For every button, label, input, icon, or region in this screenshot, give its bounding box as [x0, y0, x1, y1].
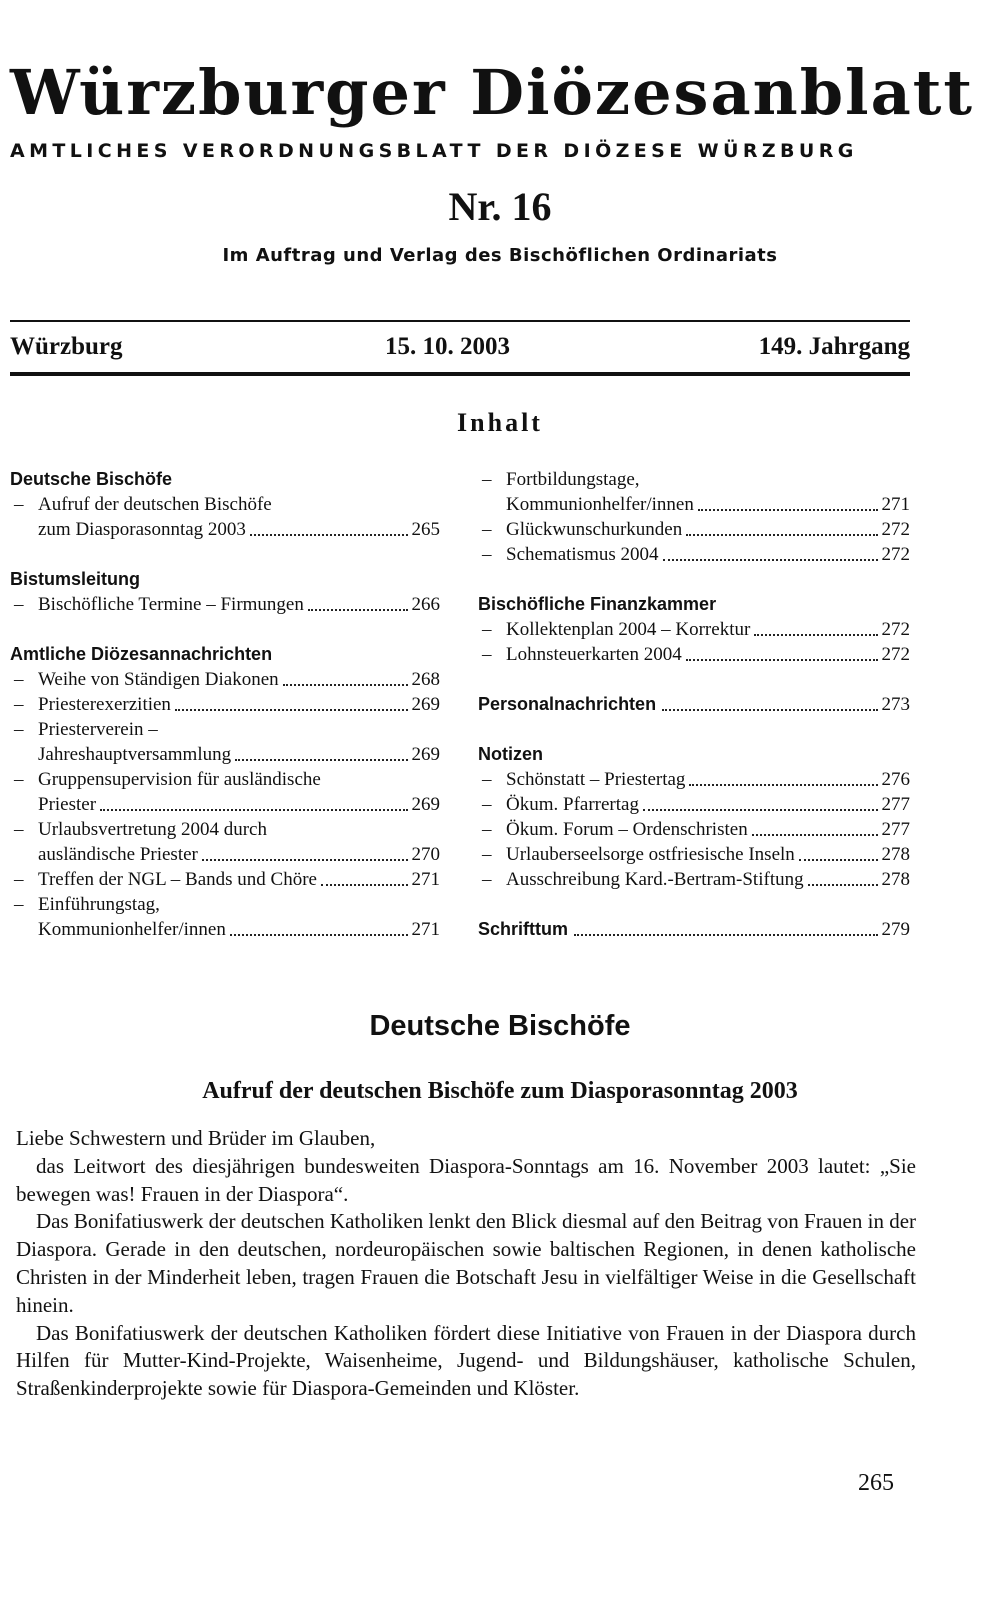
toc-column-left: [10, 467, 440, 942]
toc-entry-page: 269: [411, 694, 440, 715]
toc-entry-page: 277: [881, 794, 910, 815]
toc-entry-label: – Treffen der NGL – Bands und Chöre: [38, 869, 317, 890]
toc-entry-label: – Schönstatt – Priestertag: [506, 769, 686, 790]
toc-entry-label: – Urlauberseelsorge ostfriesische Inseln: [506, 844, 795, 865]
toc-entry-label: – Priesterverein –: [38, 719, 158, 740]
toc-entry-page: 268: [411, 669, 440, 690]
dot-leader: [698, 509, 878, 511]
toc-entry-label: – Aufruf der deutschen Bischöfe: [38, 494, 272, 515]
toc-entry-label: – Priesterexerzitien: [38, 694, 171, 715]
toc-entry-label: Kommunionhelfer/innen: [506, 494, 694, 515]
toc-section-title: Schrifttum: [478, 919, 568, 939]
toc-entry-page: 270: [411, 844, 440, 865]
dot-leader: [283, 684, 408, 686]
toc-entry-page: 278: [881, 844, 910, 865]
toc-entry-page: 278: [881, 869, 910, 890]
toc-entry-label: zum Diasporasonntag 2003: [38, 519, 246, 540]
toc-entry: [478, 767, 910, 792]
toc-section-entry: [478, 917, 910, 942]
toc-entry-label: – Kollektenplan 2004 – Korrektur: [506, 619, 751, 640]
toc-entry: [10, 592, 440, 617]
dot-leader: [643, 809, 878, 811]
toc-section-title: Amtliche Diözesannachrichten: [10, 644, 273, 664]
salutation: Liebe Schwestern und Brüder im Glauben,: [16, 1126, 376, 1150]
dot-leader: [308, 609, 408, 611]
toc-entry: [10, 892, 440, 917]
toc-section-title: Deutsche Bischöfe: [10, 469, 173, 489]
dot-leader: [808, 884, 878, 886]
article-body: [16, 1125, 916, 1403]
toc-entry: [10, 717, 440, 742]
toc-entry: [478, 467, 910, 492]
toc-entry-continued: [10, 917, 440, 942]
toc-entry: [478, 817, 910, 842]
toc-entry-label: Kommunionhelfer/innen: [38, 919, 226, 940]
toc-entry-page: 269: [411, 744, 440, 765]
dot-leader: [175, 709, 408, 711]
dot-leader: [202, 859, 408, 861]
toc-entry-label: – Gruppensupervision für ausländische: [38, 769, 321, 790]
publisher-line: Im Auftrag und Verlag des Bischöflichen Ordinariats: [222, 245, 778, 266]
toc-entry-label: – Weihe von Ständigen Diakonen: [38, 669, 279, 690]
dot-leader: [754, 634, 877, 636]
toc-entry: [10, 667, 440, 692]
toc-column-right: [478, 467, 910, 942]
toc-entry-page: 272: [881, 544, 910, 565]
toc-entry-continued: [10, 792, 440, 817]
toc-heading: Inhalt: [457, 408, 543, 437]
dot-leader: [250, 534, 408, 536]
dateline-volume: 149. Jahrgang: [758, 333, 910, 360]
toc-entry-label: – Ausschreibung Kard.-Bertram-Stiftung: [506, 869, 804, 890]
toc-entry: [10, 867, 440, 892]
toc-entry-page: 265: [411, 519, 440, 540]
article-title: Aufruf der deutschen Bischöfe zum Diasporasonntag 2003: [202, 1078, 798, 1104]
dot-leader: [752, 834, 878, 836]
paragraph: Das Bonifatiuswerk der deutschen Katholiken lenkt den Blick diesmal auf den Beitrag von Frauen in der Diaspora. Gerade in den deutschen, nordeuropäischen sowie baltischen Regionen, in denen katholische Christen in der Minderheit leben, tragen Frauen die Botschaft Jesu in vielfältiger Weise in die Gesellschaft hinein.: [16, 1209, 917, 1317]
toc-entry-label: Priester: [38, 794, 97, 815]
toc-entry: [478, 642, 910, 667]
dot-leader: [230, 934, 408, 936]
toc-entry: [10, 492, 440, 517]
toc-entry-label: – Einführungstag,: [38, 894, 160, 915]
toc-entry-continued: [10, 842, 440, 867]
dot-leader: [689, 784, 877, 786]
toc-entry-label: – Ökum. Pfarrertag: [506, 794, 639, 815]
dot-leader: [686, 534, 877, 536]
toc-entry-page: 272: [881, 619, 910, 640]
dot-leader: [321, 884, 408, 886]
toc-entry: [478, 542, 910, 567]
issue-number: Nr. 16: [448, 184, 552, 229]
toc-entry-label: – Schematismus 2004: [506, 544, 659, 565]
dot-leader: [235, 759, 407, 761]
toc-entry-label: ausländische Priester: [38, 844, 198, 865]
top-rule: [10, 320, 910, 322]
toc-section-title: Bistumsleitung: [10, 569, 141, 589]
toc-entry: [478, 617, 910, 642]
toc-entry-continued: [478, 492, 910, 517]
masthead-subtitle: AMTLICHES VERORDNUNGSBLATT DER DIÖZESE WÜRZBURG: [10, 140, 858, 162]
paragraph: Das Bonifatiuswerk der deutschen Katholiken fördert diese Initiative von Frauen in der Diaspora durch Hilfen für Mutter-Kind-Projekte, Waisenheime, Jugend- und Bildungshäuser, katholische Schulen, Straßenkinderprojekte sowie für Diaspora-Gemeinden und Klöster.: [16, 1320, 916, 1401]
toc-entry-page: 272: [881, 519, 910, 540]
toc-entry-page: 271: [881, 494, 910, 515]
paragraph: das Leitwort des diesjährigen bundesweiten Diaspora-Sonntags am 16. November 2003 lautet: „Sie bewegen was! Frauen in der Diaspora“.: [16, 1153, 916, 1206]
toc-entry: [478, 792, 910, 817]
toc-entry: [10, 817, 440, 842]
toc-entry-page: 271: [411, 869, 440, 890]
toc-entry-label: – Urlaubsvertretung 2004 durch: [38, 819, 267, 840]
toc-entry-label: – Glückwunschurkunden: [506, 519, 683, 540]
page-number: 265: [858, 1470, 894, 1496]
toc-entry-label: – Fortbildungstage,: [506, 469, 640, 490]
toc-entry: [10, 692, 440, 717]
toc-section-title: Personalnachrichten: [478, 694, 657, 714]
dot-leader: [574, 934, 878, 936]
dot-leader: [100, 809, 407, 811]
dot-leader: [686, 659, 878, 661]
toc-section-title: Notizen: [478, 744, 543, 764]
dateline-date: 15. 10. 2003: [385, 333, 510, 360]
toc-entry: [478, 867, 910, 892]
toc-section-entry: [478, 692, 910, 717]
toc-entry-label: Jahreshauptversammlung: [38, 744, 232, 765]
toc-entry-page: 271: [411, 919, 440, 940]
toc-entry-continued: [10, 742, 440, 767]
dot-leader: [662, 709, 877, 711]
toc-entry-continued: [10, 517, 440, 542]
toc-entry-page: 273: [881, 694, 910, 715]
toc-entry: [478, 842, 910, 867]
toc-entry-page: 276: [881, 769, 910, 790]
toc-entry-page: 266: [411, 594, 440, 615]
toc-entry-page: 269: [411, 794, 440, 815]
bottom-rule: [10, 372, 910, 376]
dot-leader: [663, 559, 878, 561]
toc-entry-label: – Bischöfliche Termine – Firmungen: [38, 594, 304, 615]
toc-entry-label: – Ökum. Forum – Ordenschristen: [506, 819, 748, 840]
toc-section-title: Bischöfliche Finanzkammer: [478, 594, 717, 614]
toc-entry-page: 279: [881, 919, 910, 940]
toc-entry-page: 272: [881, 644, 910, 665]
section-heading: Deutsche Bischöfe: [369, 1010, 631, 1042]
toc-entry-label: – Lohnsteuerkarten 2004: [506, 644, 682, 665]
toc-entry: [10, 767, 440, 792]
toc-entry-page: 277: [881, 819, 910, 840]
dateline-place: Würzburg: [10, 333, 123, 360]
toc-entry: [478, 517, 910, 542]
dot-leader: [799, 859, 878, 861]
masthead-title: Würzburger Diözesanblatt: [10, 56, 975, 129]
